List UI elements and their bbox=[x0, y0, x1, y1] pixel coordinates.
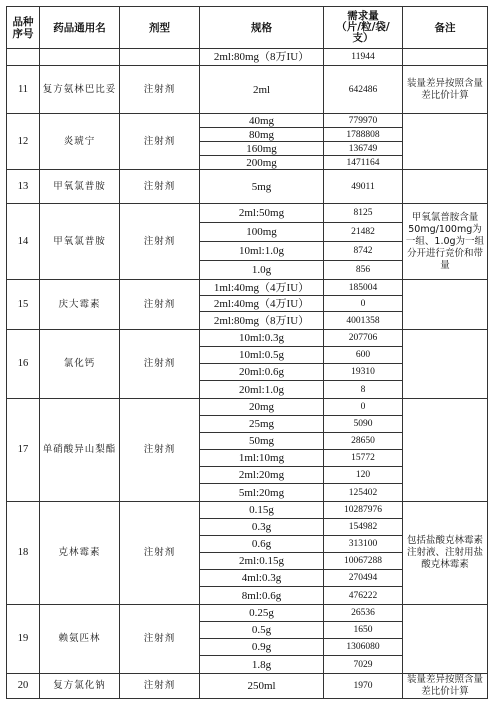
cell-note: 装量差异按照含量差比价计算 bbox=[403, 674, 488, 699]
cell-name: 复方氯化钠 bbox=[40, 674, 120, 699]
cell-form: 注射剂 bbox=[120, 330, 200, 399]
cell-note bbox=[403, 170, 488, 204]
cell-qty: 1788808 bbox=[324, 128, 403, 142]
cell-spec: 4ml:0.3g bbox=[200, 570, 324, 587]
cell-spec: 1ml:10mg bbox=[200, 450, 324, 467]
cell-name: 炎琥宁 bbox=[40, 114, 120, 170]
cell-spec: 160mg bbox=[200, 142, 324, 156]
cell-spec: 2ml:20mg bbox=[200, 467, 324, 484]
cell-spec: 2ml bbox=[200, 66, 324, 114]
cell-spec: 20ml:1.0g bbox=[200, 381, 324, 399]
cell-no bbox=[7, 49, 40, 66]
cell-qty: 5090 bbox=[324, 416, 403, 433]
cell-spec: 80mg bbox=[200, 128, 324, 142]
table-row bbox=[7, 399, 488, 416]
cell-qty: 476222 bbox=[324, 587, 403, 605]
table-row bbox=[7, 605, 488, 622]
cell-name: 氯化钙 bbox=[40, 330, 120, 399]
cell-form: 注射剂 bbox=[120, 502, 200, 605]
cell-form: 注射剂 bbox=[120, 66, 200, 114]
cell-spec: 0.9g bbox=[200, 639, 324, 656]
cell-qty: 4001358 bbox=[324, 312, 403, 330]
cell-note bbox=[403, 399, 488, 502]
header-no: 品种 序号 bbox=[7, 7, 40, 49]
cell-qty: 26536 bbox=[324, 605, 403, 622]
cell-form: 注射剂 bbox=[120, 280, 200, 330]
cell-spec: 2ml:80mg（8万IU） bbox=[200, 49, 324, 66]
table-row bbox=[7, 674, 488, 699]
cell-spec: 50mg bbox=[200, 433, 324, 450]
cell-qty: 1970 bbox=[324, 674, 403, 699]
cell-qty: 15772 bbox=[324, 450, 403, 467]
cell-note: 装量差异按照含量差比价计算 bbox=[403, 66, 488, 114]
cell-name bbox=[40, 49, 120, 66]
cell-qty: 1650 bbox=[324, 622, 403, 639]
cell-spec: 8ml:0.6g bbox=[200, 587, 324, 605]
cell-name: 克林霉素 bbox=[40, 502, 120, 605]
cell-spec: 10ml:0.5g bbox=[200, 347, 324, 364]
cell-spec: 250ml bbox=[200, 674, 324, 699]
cell-note bbox=[403, 605, 488, 674]
cell-form bbox=[120, 49, 200, 66]
cell-qty: 1306080 bbox=[324, 639, 403, 656]
cell-note bbox=[403, 49, 488, 66]
cell-qty: 207706 bbox=[324, 330, 403, 347]
cell-qty: 313100 bbox=[324, 536, 403, 553]
cell-note bbox=[403, 114, 488, 170]
header-qty: 需求量 （片/粒/袋/ 支） bbox=[324, 7, 403, 49]
cell-qty: 125402 bbox=[324, 484, 403, 502]
cell-spec: 0.15g bbox=[200, 502, 324, 519]
cell-qty: 0 bbox=[324, 399, 403, 416]
cell-qty: 154982 bbox=[324, 519, 403, 536]
cell-qty: 600 bbox=[324, 347, 403, 364]
table-row bbox=[7, 49, 488, 66]
cell-spec: 40mg bbox=[200, 114, 324, 128]
table-row bbox=[7, 502, 488, 519]
cell-qty: 120 bbox=[324, 467, 403, 484]
cell-spec: 10ml:1.0g bbox=[200, 242, 324, 261]
cell-note: 包括盐酸克林霉素注射液、注射用盐酸克林霉素 bbox=[403, 502, 488, 605]
cell-spec: 2ml:0.15g bbox=[200, 553, 324, 570]
cell-spec: 10ml:0.3g bbox=[200, 330, 324, 347]
cell-qty: 1471164 bbox=[324, 156, 403, 170]
table-row bbox=[7, 114, 488, 128]
cell-note bbox=[403, 330, 488, 399]
cell-form: 注射剂 bbox=[120, 170, 200, 204]
cell-qty: 0 bbox=[324, 296, 403, 312]
cell-spec: 0.3g bbox=[200, 519, 324, 536]
cell-spec: 200mg bbox=[200, 156, 324, 170]
cell-qty: 8 bbox=[324, 381, 403, 399]
cell-qty: 136749 bbox=[324, 142, 403, 156]
cell-spec: 2ml:80mg（8万IU） bbox=[200, 312, 324, 330]
cell-qty: 11944 bbox=[324, 49, 403, 66]
cell-no: 15 bbox=[7, 280, 40, 330]
cell-qty: 8125 bbox=[324, 204, 403, 223]
table-row bbox=[7, 280, 488, 296]
cell-no: 12 bbox=[7, 114, 40, 170]
cell-spec: 20mg bbox=[200, 399, 324, 416]
cell-spec: 100mg bbox=[200, 223, 324, 242]
table-header-row bbox=[7, 7, 488, 49]
cell-spec: 1.0g bbox=[200, 261, 324, 280]
cell-spec: 1.8g bbox=[200, 656, 324, 674]
table-row bbox=[7, 170, 488, 204]
cell-name: 庆大霉素 bbox=[40, 280, 120, 330]
cell-spec: 5ml:20mg bbox=[200, 484, 324, 502]
cell-qty: 7029 bbox=[324, 656, 403, 674]
cell-form: 注射剂 bbox=[120, 204, 200, 280]
cell-qty: 21482 bbox=[324, 223, 403, 242]
header-spec: 规格 bbox=[200, 7, 324, 49]
cell-spec: 2ml:50mg bbox=[200, 204, 324, 223]
cell-qty: 10287976 bbox=[324, 502, 403, 519]
cell-no: 14 bbox=[7, 204, 40, 280]
cell-form: 注射剂 bbox=[120, 605, 200, 674]
table-row bbox=[7, 66, 488, 114]
cell-no: 17 bbox=[7, 399, 40, 502]
cell-spec: 0.6g bbox=[200, 536, 324, 553]
cell-form: 注射剂 bbox=[120, 114, 200, 170]
drug-demand-table bbox=[6, 6, 488, 699]
cell-no: 18 bbox=[7, 502, 40, 605]
cell-qty: 19310 bbox=[324, 364, 403, 381]
cell-name: 甲氧氯普胺 bbox=[40, 170, 120, 204]
cell-no: 19 bbox=[7, 605, 40, 674]
cell-qty: 642486 bbox=[324, 66, 403, 114]
cell-qty: 185004 bbox=[324, 280, 403, 296]
cell-form: 注射剂 bbox=[120, 674, 200, 699]
cell-name: 复方氨林巴比妥 bbox=[40, 66, 120, 114]
cell-note: 甲氧氯普胺含量50mg/100mg为一组、1.0g为一组分开进行竞价和带量 bbox=[403, 204, 488, 280]
cell-name: 单硝酸异山梨酯 bbox=[40, 399, 120, 502]
cell-no: 20 bbox=[7, 674, 40, 699]
table-row bbox=[7, 330, 488, 347]
cell-no: 16 bbox=[7, 330, 40, 399]
cell-qty: 10067288 bbox=[324, 553, 403, 570]
cell-form: 注射剂 bbox=[120, 399, 200, 502]
table-row bbox=[7, 204, 488, 223]
cell-no: 13 bbox=[7, 170, 40, 204]
cell-qty: 49011 bbox=[324, 170, 403, 204]
cell-spec: 2ml:40mg（4万IU） bbox=[200, 296, 324, 312]
cell-qty: 856 bbox=[324, 261, 403, 280]
cell-spec: 25mg bbox=[200, 416, 324, 433]
cell-spec: 20ml:0.6g bbox=[200, 364, 324, 381]
cell-note bbox=[403, 280, 488, 330]
cell-spec: 0.5g bbox=[200, 622, 324, 639]
cell-spec: 1ml:40mg（4万IU） bbox=[200, 280, 324, 296]
cell-spec: 0.25g bbox=[200, 605, 324, 622]
cell-name: 赖氨匹林 bbox=[40, 605, 120, 674]
cell-qty: 28650 bbox=[324, 433, 403, 450]
cell-qty: 8742 bbox=[324, 242, 403, 261]
cell-qty: 779970 bbox=[324, 114, 403, 128]
cell-spec: 5mg bbox=[200, 170, 324, 204]
cell-qty: 270494 bbox=[324, 570, 403, 587]
header-name: 药品通用名 bbox=[40, 7, 120, 49]
cell-name: 甲氧氯普胺 bbox=[40, 204, 120, 280]
cell-no: 11 bbox=[7, 66, 40, 114]
header-note: 备注 bbox=[403, 7, 488, 49]
header-form: 剂型 bbox=[120, 7, 200, 49]
